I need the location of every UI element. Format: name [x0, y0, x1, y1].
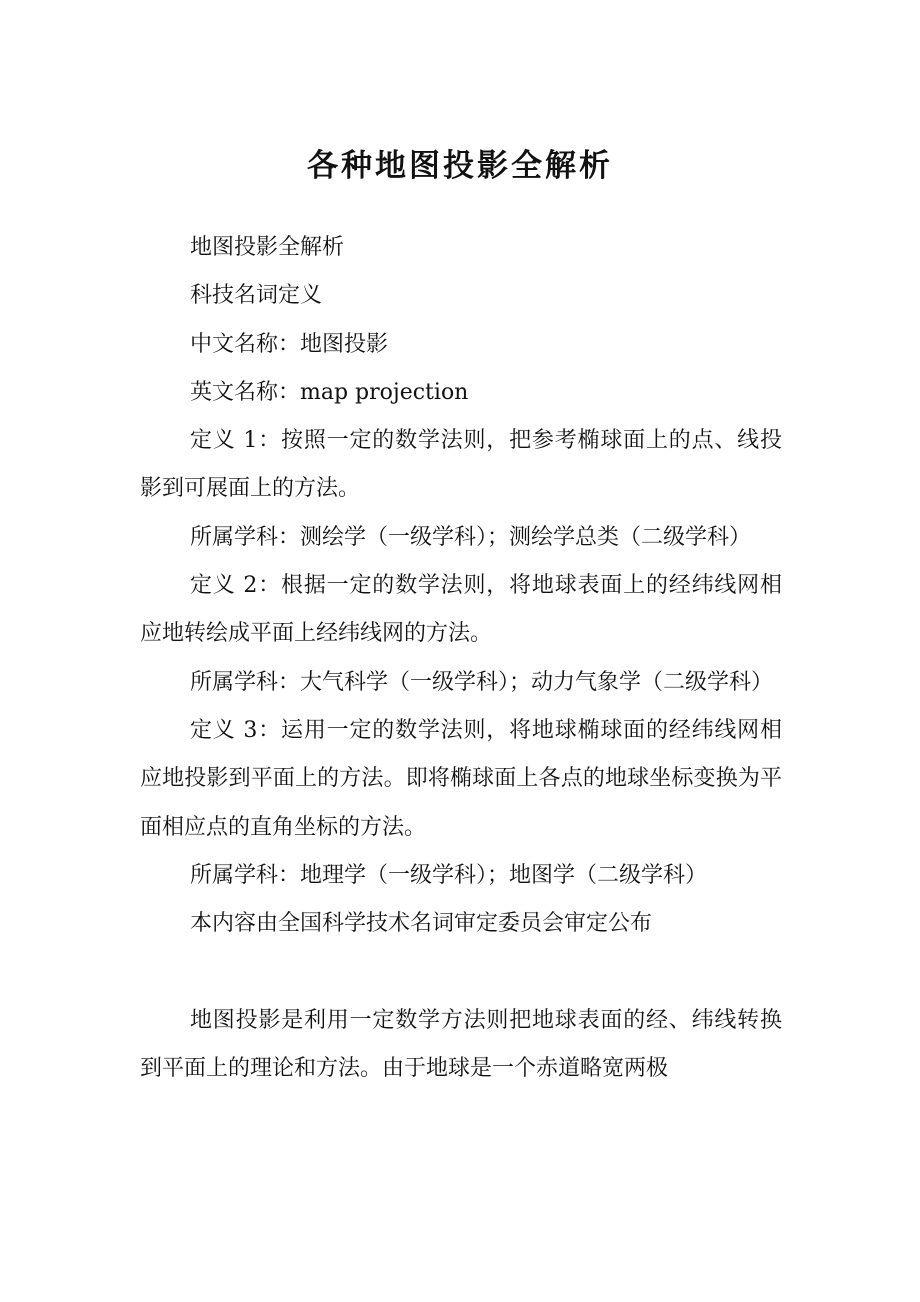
paragraph-intro: 地图投影是利用一定数学方法则把地球表面的经、纬线转换到平面上的理论和方法。由于地球是一个赤道略宽两极 [140, 1007, 782, 1082]
document-body [140, 224, 782, 1093]
document-title: 各种地图投影全解析 [307, 148, 613, 184]
paragraph-subject-3: 所属学科：地理学（一级学科）；地图学（二级学科） [190, 862, 708, 888]
paragraph-source-note: 本内容由全国科学技术名词审定委员会审定公布 [190, 911, 653, 937]
blank-line [140, 948, 782, 996]
paragraph-definition-3: 定义 3：运用一定的数学法则，将地球椭球面的经纬线网相应地投影到平面上的方法。即将椭球面上各点的地球坐标变换为平面相应点的直角坐标的方法。 [140, 717, 782, 840]
paragraph-definition-1: 定义 1：按照一定的数学法则，把参考椭球面上的点、线投影到可展面上的方法。 [140, 428, 782, 502]
paragraph-subject-1: 所属学科：测绘学（一级学科）；测绘学总类（二级学科） [190, 524, 752, 550]
paragraph-english-name: 英文名称：map projection [190, 379, 469, 405]
paragraph-heading: 地图投影全解析 [190, 235, 345, 260]
paragraph-definition-2: 定义 2：根据一定的数学法则，将地球表面上的经纬线网相应地转绘成平面上经纬线网的方法。 [140, 573, 782, 647]
paragraph-chinese-name: 中文名称：地图投影 [190, 331, 389, 357]
paragraph-term-definition-label: 科技名词定义 [190, 283, 323, 309]
paragraph-subject-2: 所属学科：大气科学（一级学科）；动力气象学（二级学科） [190, 669, 774, 695]
